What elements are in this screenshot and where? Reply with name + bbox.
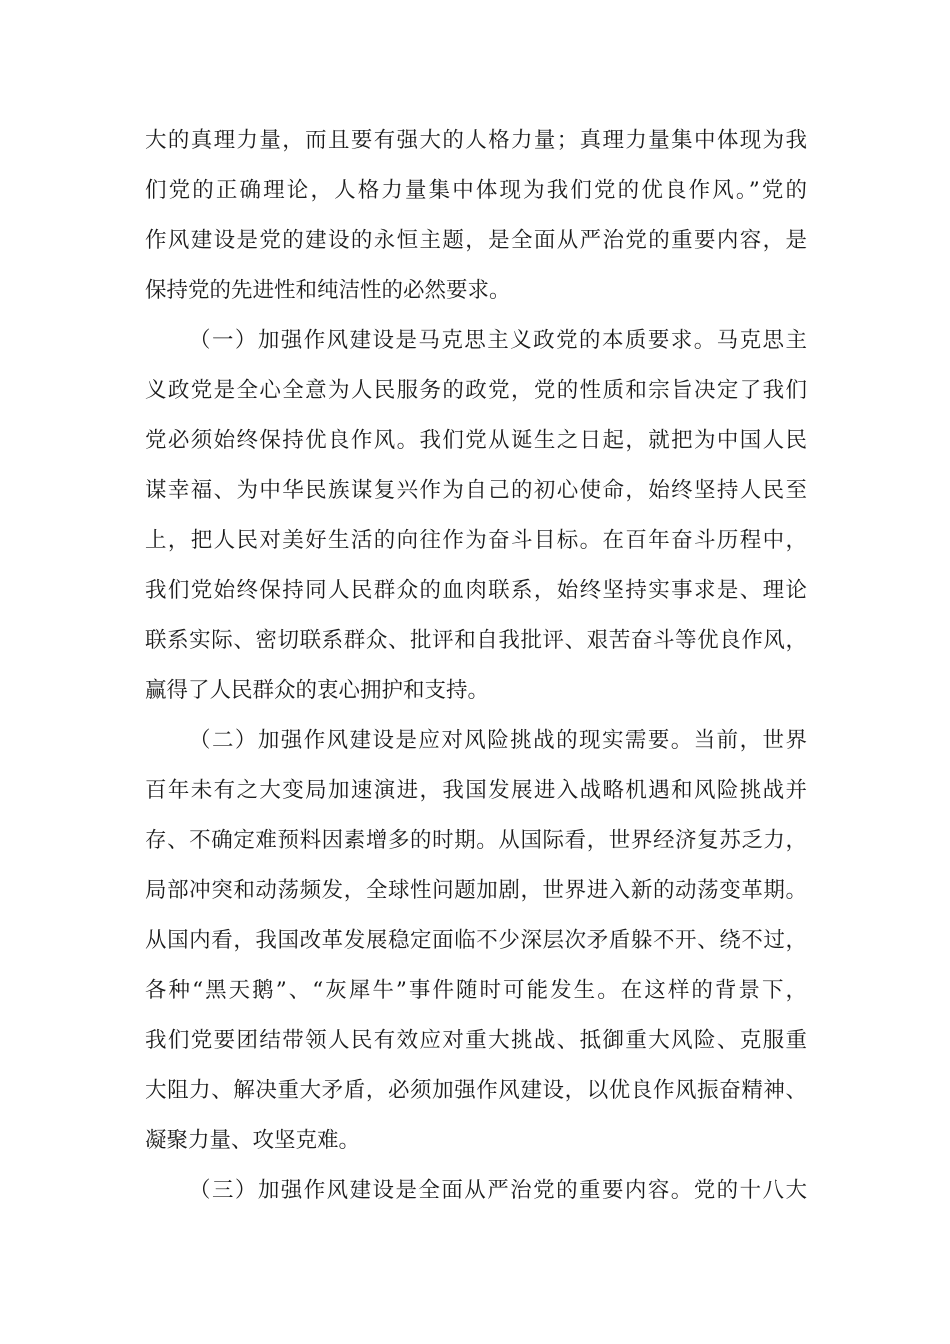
- text-line: 凝聚力量、攻坚克难。: [145, 1128, 361, 1153]
- paragraph: [145, 716, 807, 1166]
- text-line: 上，把人民对美好生活的向往作为奋斗目标。在百年奋斗历程中，: [145, 528, 807, 553]
- text-line: 义政党是全心全意为人民服务的政党，党的性质和宗旨决定了我们: [145, 378, 807, 403]
- text-line: （二）加强作风建设是应对风险挑战的现实需要。当前，世界: [189, 728, 807, 753]
- text-line: 们党的正确理论，人格力量集中体现为我们党的优良作风。”党的: [145, 178, 807, 203]
- document-body: [145, 116, 807, 1216]
- paragraph: [145, 116, 807, 316]
- text-line: 赢得了人民群众的衷心拥护和支持。: [145, 678, 490, 703]
- text-line: 局部冲突和动荡频发，全球性问题加剧，世界进入新的动荡变革期。: [145, 878, 807, 903]
- paragraph: [145, 1166, 807, 1216]
- text-line: （一）加强作风建设是马克思主义政党的本质要求。马克思主: [189, 328, 807, 353]
- text-line: （三）加强作风建设是全面从严治党的重要内容。党的十八大: [189, 1178, 807, 1203]
- text-line: 作风建设是党的建设的永恒主题，是全面从严治党的重要内容，是: [145, 228, 807, 253]
- text-line: 我们党要团结带领人民有效应对重大挑战、抵御重大风险、克服重: [145, 1028, 807, 1053]
- text-line: 联系实际、密切联系群众、批评和自我批评、艰苦奋斗等优良作风，: [145, 628, 807, 653]
- text-line: 我们党始终保持同人民群众的血肉联系，始终坚持实事求是、理论: [145, 578, 807, 603]
- text-line: 大的真理力量，而且要有强大的人格力量；真理力量集中体现为我: [145, 128, 807, 153]
- text-line: 各种“黑天鹅”、“灰犀牛”事件随时可能发生。在这样的背景下，: [145, 978, 807, 1003]
- text-line: 大阻力、解决重大矛盾，必须加强作风建设，以优良作风振奋精神、: [145, 1078, 807, 1103]
- text-line: 百年未有之大变局加速演进，我国发展进入战略机遇和风险挑战并: [145, 778, 807, 803]
- text-line: 从国内看，我国改革发展稳定面临不少深层次矛盾躲不开、绕不过，: [145, 928, 807, 953]
- text-line: 保持党的先进性和纯洁性的必然要求。: [145, 278, 511, 303]
- text-line: 党必须始终保持优良作风。我们党从诞生之日起，就把为中国人民: [145, 428, 807, 453]
- paragraph: [145, 316, 807, 716]
- text-line: 谋幸福、为中华民族谋复兴作为自己的初心使命，始终坚持人民至: [145, 478, 807, 503]
- text-line: 存、不确定难预料因素增多的时期。从国际看，世界经济复苏乏力，: [145, 828, 807, 853]
